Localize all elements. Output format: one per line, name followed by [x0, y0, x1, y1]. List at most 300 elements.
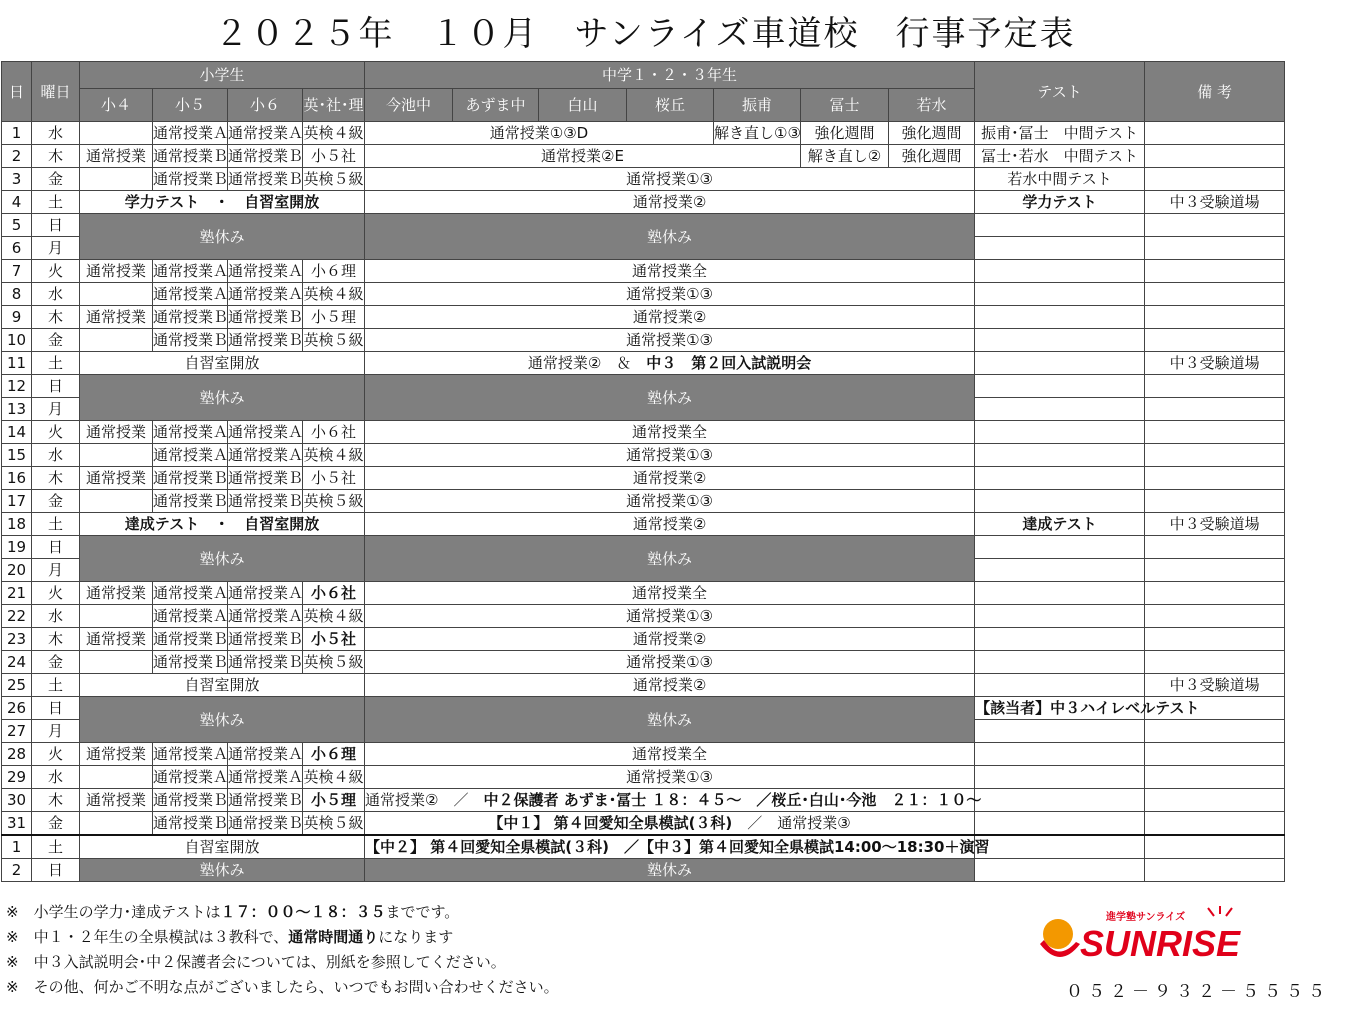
subject-cell: 小５社	[303, 628, 365, 651]
day-cell: 18	[2, 513, 32, 536]
test-cell: 冨士･若水 中間テスト	[975, 145, 1145, 168]
junior-event: 【中１】 第４回愛知全県模試(３科) ／ 通常授業③	[365, 812, 975, 836]
grade5-cell: 通常授業Ａ	[153, 582, 228, 605]
weekday-cell: 木	[32, 145, 80, 168]
grade6-cell: 通常授業Ａ	[228, 260, 303, 283]
remarks-cell	[1145, 375, 1285, 398]
grade4-cell	[80, 766, 153, 789]
header-subjects: 英･社･理	[303, 89, 365, 122]
table-row	[2, 812, 1285, 836]
junior-closed: 塾休み	[365, 375, 975, 421]
header-shinpo: 振甫	[714, 89, 801, 122]
day-cell: 6	[2, 237, 32, 260]
grade4-cell	[80, 168, 153, 191]
day-cell: 3	[2, 168, 32, 191]
table-row	[2, 444, 1285, 467]
grade6-cell: 通常授業Ａ	[228, 605, 303, 628]
day-cell: 31	[2, 812, 32, 836]
elementary-merged: 自習室開放	[80, 674, 365, 697]
test-cell: 達成テスト	[975, 513, 1145, 536]
junior-class: 通常授業①③	[365, 490, 975, 513]
day-cell: 9	[2, 306, 32, 329]
weekday-cell: 火	[32, 582, 80, 605]
subject-cell: 英検５級	[303, 490, 365, 513]
test-cell	[975, 237, 1145, 260]
table-row	[2, 628, 1285, 651]
grade5-cell: 通常授業Ｂ	[153, 467, 228, 490]
table-row	[2, 674, 1285, 697]
subject-cell: 小６理	[303, 743, 365, 766]
junior-class: 通常授業全	[365, 743, 975, 766]
weekday-cell: 水	[32, 766, 80, 789]
junior-class: 通常授業①③	[365, 283, 975, 306]
grade6-cell: 通常授業Ａ	[228, 444, 303, 467]
remarks-cell	[1145, 720, 1285, 743]
remarks-cell	[1145, 651, 1285, 674]
junior-class: 通常授業②	[365, 467, 975, 490]
header-azuma: あずま中	[453, 89, 539, 122]
grade4-cell: 通常授業	[80, 421, 153, 444]
weekday-cell: 金	[32, 329, 80, 352]
weekday-cell: 土	[32, 674, 80, 697]
test-cell	[975, 628, 1145, 651]
test-cell	[975, 789, 1145, 812]
day-cell: 10	[2, 329, 32, 352]
remarks-cell	[1145, 145, 1285, 168]
weekday-cell: 日	[32, 536, 80, 559]
test-cell	[975, 674, 1145, 697]
day-cell: 16	[2, 467, 32, 490]
day-cell: 28	[2, 743, 32, 766]
weekday-cell: 木	[32, 467, 80, 490]
subject-cell: 小５理	[303, 789, 365, 812]
weekday-cell: 木	[32, 628, 80, 651]
remarks-cell	[1145, 766, 1285, 789]
junior-class: 通常授業全	[365, 260, 975, 283]
day-cell: 2	[2, 859, 32, 882]
header-hakusan: 白山	[539, 89, 627, 122]
grade4-cell: 通常授業	[80, 582, 153, 605]
grade6-cell: 通常授業Ｂ	[228, 490, 303, 513]
test-cell	[975, 835, 1145, 859]
grade4-cell	[80, 490, 153, 513]
subject-cell: 小６社	[303, 421, 365, 444]
remarks-cell	[1145, 835, 1285, 859]
test-cell	[975, 582, 1145, 605]
table-row	[2, 835, 1285, 859]
remarks-cell	[1145, 398, 1285, 421]
header-fuji: 冨士	[801, 89, 889, 122]
day-cell: 7	[2, 260, 32, 283]
remarks-cell	[1145, 214, 1285, 237]
grade5-cell: 通常授業Ａ	[153, 260, 228, 283]
grade6-cell: 通常授業Ｂ	[228, 467, 303, 490]
grade6-cell: 通常授業Ｂ	[228, 329, 303, 352]
day-cell: 27	[2, 720, 32, 743]
weekday-cell: 金	[32, 168, 80, 191]
day-cell: 1	[2, 835, 32, 859]
remarks-cell	[1145, 812, 1285, 836]
weekday-cell: 木	[32, 306, 80, 329]
elementary-closed: 塾休み	[80, 697, 365, 743]
remarks-cell	[1145, 329, 1285, 352]
grade6-cell: 通常授業Ａ	[228, 766, 303, 789]
table-row	[2, 122, 1285, 145]
remarks-cell	[1145, 743, 1285, 766]
test-cell	[975, 812, 1145, 836]
grade6-cell: 通常授業Ｂ	[228, 812, 303, 836]
subject-cell: 英検４級	[303, 122, 365, 145]
test-cell	[975, 559, 1145, 582]
grade5-cell: 通常授業Ｂ	[153, 168, 228, 191]
junior-event: 【中２】 第４回愛知全県模試(３科) ／【中３】第４回愛知全県模試14:00～18:30＋演習	[365, 835, 975, 859]
weekday-cell: 金	[32, 651, 80, 674]
junior-class: 通常授業①③D	[365, 122, 714, 145]
day-cell: 12	[2, 375, 32, 398]
grade6-cell: 通常授業Ａ	[228, 283, 303, 306]
grade4-cell	[80, 329, 153, 352]
junior-class: 通常授業全	[365, 421, 975, 444]
junior-class: 通常授業①③	[365, 766, 975, 789]
junior-class: 通常授業②	[365, 674, 975, 697]
junior-class: 通常授業①③	[365, 605, 975, 628]
day-cell: 24	[2, 651, 32, 674]
table-row	[2, 513, 1285, 536]
remarks-cell: 中３受験道場	[1145, 513, 1285, 536]
table-row	[2, 191, 1285, 214]
grade5-cell: 通常授業Ａ	[153, 283, 228, 306]
grade4-cell	[80, 444, 153, 467]
test-cell: 学力テスト	[975, 191, 1145, 214]
table-row	[2, 490, 1285, 513]
sunrays-icon	[1208, 906, 1232, 916]
test-cell	[975, 467, 1145, 490]
test-cell	[975, 329, 1145, 352]
junior-closed: 塾休み	[365, 859, 975, 882]
subject-cell: 小６理	[303, 260, 365, 283]
grade6-cell: 通常授業Ｂ	[228, 168, 303, 191]
day-cell: 11	[2, 352, 32, 375]
grade4-cell	[80, 605, 153, 628]
grade5-cell: 通常授業Ａ	[153, 421, 228, 444]
table-row	[2, 536, 1285, 559]
note-4: ※ その他、何かご不明な点がございましたら、いつでもお問い合わせください。	[6, 978, 559, 996]
grade5-cell: 通常授業Ｂ	[153, 490, 228, 513]
table-row	[2, 375, 1285, 398]
remarks-cell	[1145, 260, 1285, 283]
grade4-cell	[80, 122, 153, 145]
remarks-cell	[1145, 789, 1285, 812]
grade4-cell: 通常授業	[80, 145, 153, 168]
table-row	[2, 329, 1285, 352]
header-test: テスト	[975, 62, 1145, 122]
header-elementary: 小学生	[80, 62, 365, 89]
grade4-cell: 通常授業	[80, 467, 153, 490]
weekday-cell: 土	[32, 352, 80, 375]
day-cell: 17	[2, 490, 32, 513]
junior-closed: 塾休み	[365, 536, 975, 582]
test-cell: 【該当者】中３ハイレベルテスト	[975, 697, 1145, 720]
junior-class: 通常授業全	[365, 582, 975, 605]
remarks-cell	[1145, 605, 1285, 628]
day-cell: 19	[2, 536, 32, 559]
grade4-cell	[80, 812, 153, 836]
junior-review: 解き直し①③	[714, 122, 801, 145]
junior-closed: 塾休み	[365, 697, 975, 743]
test-cell	[975, 743, 1145, 766]
weekday-cell: 月	[32, 237, 80, 260]
remarks-cell	[1145, 237, 1285, 260]
grade4-cell	[80, 651, 153, 674]
table-row	[2, 859, 1285, 882]
weekday-cell: 土	[32, 835, 80, 859]
test-cell	[975, 398, 1145, 421]
subject-cell: 英検５級	[303, 812, 365, 836]
day-cell: 22	[2, 605, 32, 628]
test-cell	[975, 352, 1145, 375]
junior-class: 通常授業①③	[365, 651, 975, 674]
header-grade6: 小６	[228, 89, 303, 122]
table-row	[2, 260, 1285, 283]
table-row	[2, 168, 1285, 191]
header-wakamizu: 若水	[889, 89, 975, 122]
grade6-cell: 通常授業Ｂ	[228, 651, 303, 674]
subject-cell: 英検４級	[303, 444, 365, 467]
junior-event: 通常授業② ＆ 中３ 第２回入試説明会	[365, 352, 975, 375]
note-3: ※ 中３入試説明会･中２保護者会については、別紙を参照してください。	[6, 953, 506, 971]
weekday-cell: 日	[32, 859, 80, 882]
grade5-cell: 通常授業Ｂ	[153, 651, 228, 674]
test-cell	[975, 260, 1145, 283]
day-cell: 8	[2, 283, 32, 306]
junior-wakamizu: 強化週間	[889, 122, 975, 145]
header-grade5: 小５	[153, 89, 228, 122]
table-row	[2, 145, 1285, 168]
subject-cell: 英検５級	[303, 651, 365, 674]
weekday-cell: 日	[32, 214, 80, 237]
logo-small-text: 進学塾サンライズ	[1106, 912, 1186, 923]
grade5-cell: 通常授業Ａ	[153, 122, 228, 145]
subject-cell: 小６社	[303, 582, 365, 605]
junior-class: 通常授業①③	[365, 329, 975, 352]
grade4-cell: 通常授業	[80, 743, 153, 766]
grade4-cell: 通常授業	[80, 260, 153, 283]
weekday-cell: 火	[32, 421, 80, 444]
weekday-cell: 月	[32, 559, 80, 582]
junior-class: 通常授業②	[365, 628, 975, 651]
test-cell	[975, 283, 1145, 306]
table-row	[2, 605, 1285, 628]
junior-class: 通常授業②E	[365, 145, 801, 168]
test-cell	[975, 605, 1145, 628]
grade4-cell	[80, 283, 153, 306]
junior-wakamizu: 強化週間	[889, 145, 975, 168]
junior-review: 解き直し②	[801, 145, 889, 168]
test-cell	[975, 490, 1145, 513]
phone-number: ０５２－９３２－５５５５	[1066, 982, 1330, 1002]
grade4-cell: 通常授業	[80, 306, 153, 329]
day-cell: 23	[2, 628, 32, 651]
test-cell	[975, 375, 1145, 398]
elementary-closed: 塾休み	[80, 214, 365, 260]
table-row	[2, 651, 1285, 674]
page-title: ２０２５年 １０月 サンライズ車道校 行事予定表	[214, 14, 1076, 54]
elementary-merged: 自習室開放	[80, 835, 365, 859]
day-cell: 4	[2, 191, 32, 214]
test-cell	[975, 720, 1145, 743]
table-row	[2, 766, 1285, 789]
weekday-cell: 水	[32, 283, 80, 306]
logo-main-text: SUNRISE	[1080, 923, 1241, 964]
elementary-merged: 自習室開放	[80, 352, 365, 375]
grade5-cell: 通常授業Ｂ	[153, 812, 228, 836]
table-row	[2, 283, 1285, 306]
remarks-cell	[1145, 283, 1285, 306]
subject-cell: 小５社	[303, 145, 365, 168]
day-cell: 13	[2, 398, 32, 421]
day-cell: 26	[2, 697, 32, 720]
remarks-cell	[1145, 582, 1285, 605]
header-imaike: 今池中	[365, 89, 453, 122]
elementary-closed: 塾休み	[80, 375, 365, 421]
header-day: 日	[2, 62, 32, 122]
remarks-cell: 中３受験道場	[1145, 674, 1285, 697]
day-cell: 25	[2, 674, 32, 697]
junior-event: 通常授業② ／ 中２保護者 あずま･冨士 １８：４５～ ／桜丘･白山･今池 ２１：１０～	[365, 789, 975, 812]
test-cell	[975, 421, 1145, 444]
test-cell: 振甫･冨士 中間テスト	[975, 122, 1145, 145]
remarks-cell	[1145, 490, 1285, 513]
footnotes	[6, 900, 559, 1000]
grade5-cell: 通常授業Ｂ	[153, 628, 228, 651]
subject-cell: 小５理	[303, 306, 365, 329]
schedule-table	[1, 61, 1285, 882]
test-cell	[975, 214, 1145, 237]
grade5-cell: 通常授業Ｂ	[153, 789, 228, 812]
grade6-cell: 通常授業Ｂ	[228, 306, 303, 329]
test-cell	[975, 306, 1145, 329]
day-cell: 15	[2, 444, 32, 467]
test-cell	[975, 651, 1145, 674]
elementary-closed: 塾休み	[80, 536, 365, 582]
remarks-cell	[1145, 536, 1285, 559]
grade6-cell: 通常授業Ａ	[228, 582, 303, 605]
subject-cell: 英検４級	[303, 605, 365, 628]
junior-fuji: 強化週間	[801, 122, 889, 145]
sun-icon	[1043, 919, 1073, 949]
table-row	[2, 582, 1285, 605]
junior-class: 通常授業②	[365, 306, 975, 329]
table-row	[2, 789, 1285, 812]
grade6-cell: 通常授業Ａ	[228, 421, 303, 444]
subject-cell: 小５社	[303, 467, 365, 490]
junior-class: 通常授業②	[365, 513, 975, 536]
remarks-cell: 中３受験道場	[1145, 191, 1285, 214]
weekday-cell: 木	[32, 789, 80, 812]
junior-class: 通常授業②	[365, 191, 975, 214]
weekday-cell: 火	[32, 260, 80, 283]
header-weekday: 曜日	[32, 62, 80, 122]
remarks-cell	[1145, 168, 1285, 191]
sunrise-logo	[1036, 904, 1280, 968]
grade6-cell: 通常授業Ｂ	[228, 628, 303, 651]
grade4-cell: 通常授業	[80, 789, 153, 812]
weekday-cell: 月	[32, 720, 80, 743]
table-row	[2, 352, 1285, 375]
remarks-cell: 中３受験道場	[1145, 352, 1285, 375]
test-cell	[975, 766, 1145, 789]
day-cell: 29	[2, 766, 32, 789]
weekday-cell: 金	[32, 490, 80, 513]
subject-cell: 英検５級	[303, 168, 365, 191]
grade5-cell: 通常授業Ａ	[153, 766, 228, 789]
remarks-cell	[1145, 467, 1285, 490]
grade4-cell: 通常授業	[80, 628, 153, 651]
remarks-cell	[1145, 628, 1285, 651]
weekday-cell: 月	[32, 398, 80, 421]
elementary-merged: 達成テスト ・ 自習室開放	[80, 513, 365, 536]
table-row	[2, 467, 1285, 490]
remarks-cell	[1145, 559, 1285, 582]
grade5-cell: 通常授業Ａ	[153, 605, 228, 628]
weekday-cell: 日	[32, 697, 80, 720]
grade5-cell: 通常授業Ｂ	[153, 306, 228, 329]
grade5-cell: 通常授業Ａ	[153, 444, 228, 467]
header-sakuragaoka: 桜丘	[627, 89, 714, 122]
weekday-cell: 土	[32, 191, 80, 214]
remarks-cell	[1145, 859, 1285, 882]
grade6-cell: 通常授業Ｂ	[228, 145, 303, 168]
junior-class: 通常授業①③	[365, 168, 975, 191]
table-row	[2, 306, 1285, 329]
table-row	[2, 421, 1285, 444]
grade6-cell: 通常授業Ａ	[228, 122, 303, 145]
elementary-merged: 学力テスト ・ 自習室開放	[80, 191, 365, 214]
weekday-cell: 土	[32, 513, 80, 536]
note-2: ※ 中１・２年生の全県模試は３教科で、通常時間通りになります	[6, 928, 454, 946]
note-1: ※ 小学生の学力･達成テストは１７：００～１８：３５までです。	[6, 903, 460, 921]
subject-cell: 英検４級	[303, 283, 365, 306]
table-row	[2, 743, 1285, 766]
grade5-cell: 通常授業Ｂ	[153, 329, 228, 352]
remarks-cell	[1145, 421, 1285, 444]
day-cell: 1	[2, 122, 32, 145]
grade6-cell: 通常授業Ａ	[228, 743, 303, 766]
weekday-cell: 水	[32, 122, 80, 145]
junior-class: 通常授業①③	[365, 444, 975, 467]
header-grade4: 小４	[80, 89, 153, 122]
day-cell: 30	[2, 789, 32, 812]
day-cell: 14	[2, 421, 32, 444]
grade6-cell: 通常授業Ｂ	[228, 789, 303, 812]
header-junior: 中学１・２・３年生	[365, 62, 975, 89]
weekday-cell: 日	[32, 375, 80, 398]
weekday-cell: 水	[32, 444, 80, 467]
day-cell: 20	[2, 559, 32, 582]
weekday-cell: 金	[32, 812, 80, 836]
junior-closed: 塾休み	[365, 214, 975, 260]
test-cell	[975, 859, 1145, 882]
remarks-cell	[1145, 444, 1285, 467]
test-cell	[975, 444, 1145, 467]
test-cell	[975, 536, 1145, 559]
remarks-cell	[1145, 306, 1285, 329]
subject-cell: 英検５級	[303, 329, 365, 352]
elementary-closed: 塾休み	[80, 859, 365, 882]
table-row	[2, 214, 1285, 237]
test-cell: 若水中間テスト	[975, 168, 1145, 191]
grade5-cell: 通常授業Ｂ	[153, 145, 228, 168]
